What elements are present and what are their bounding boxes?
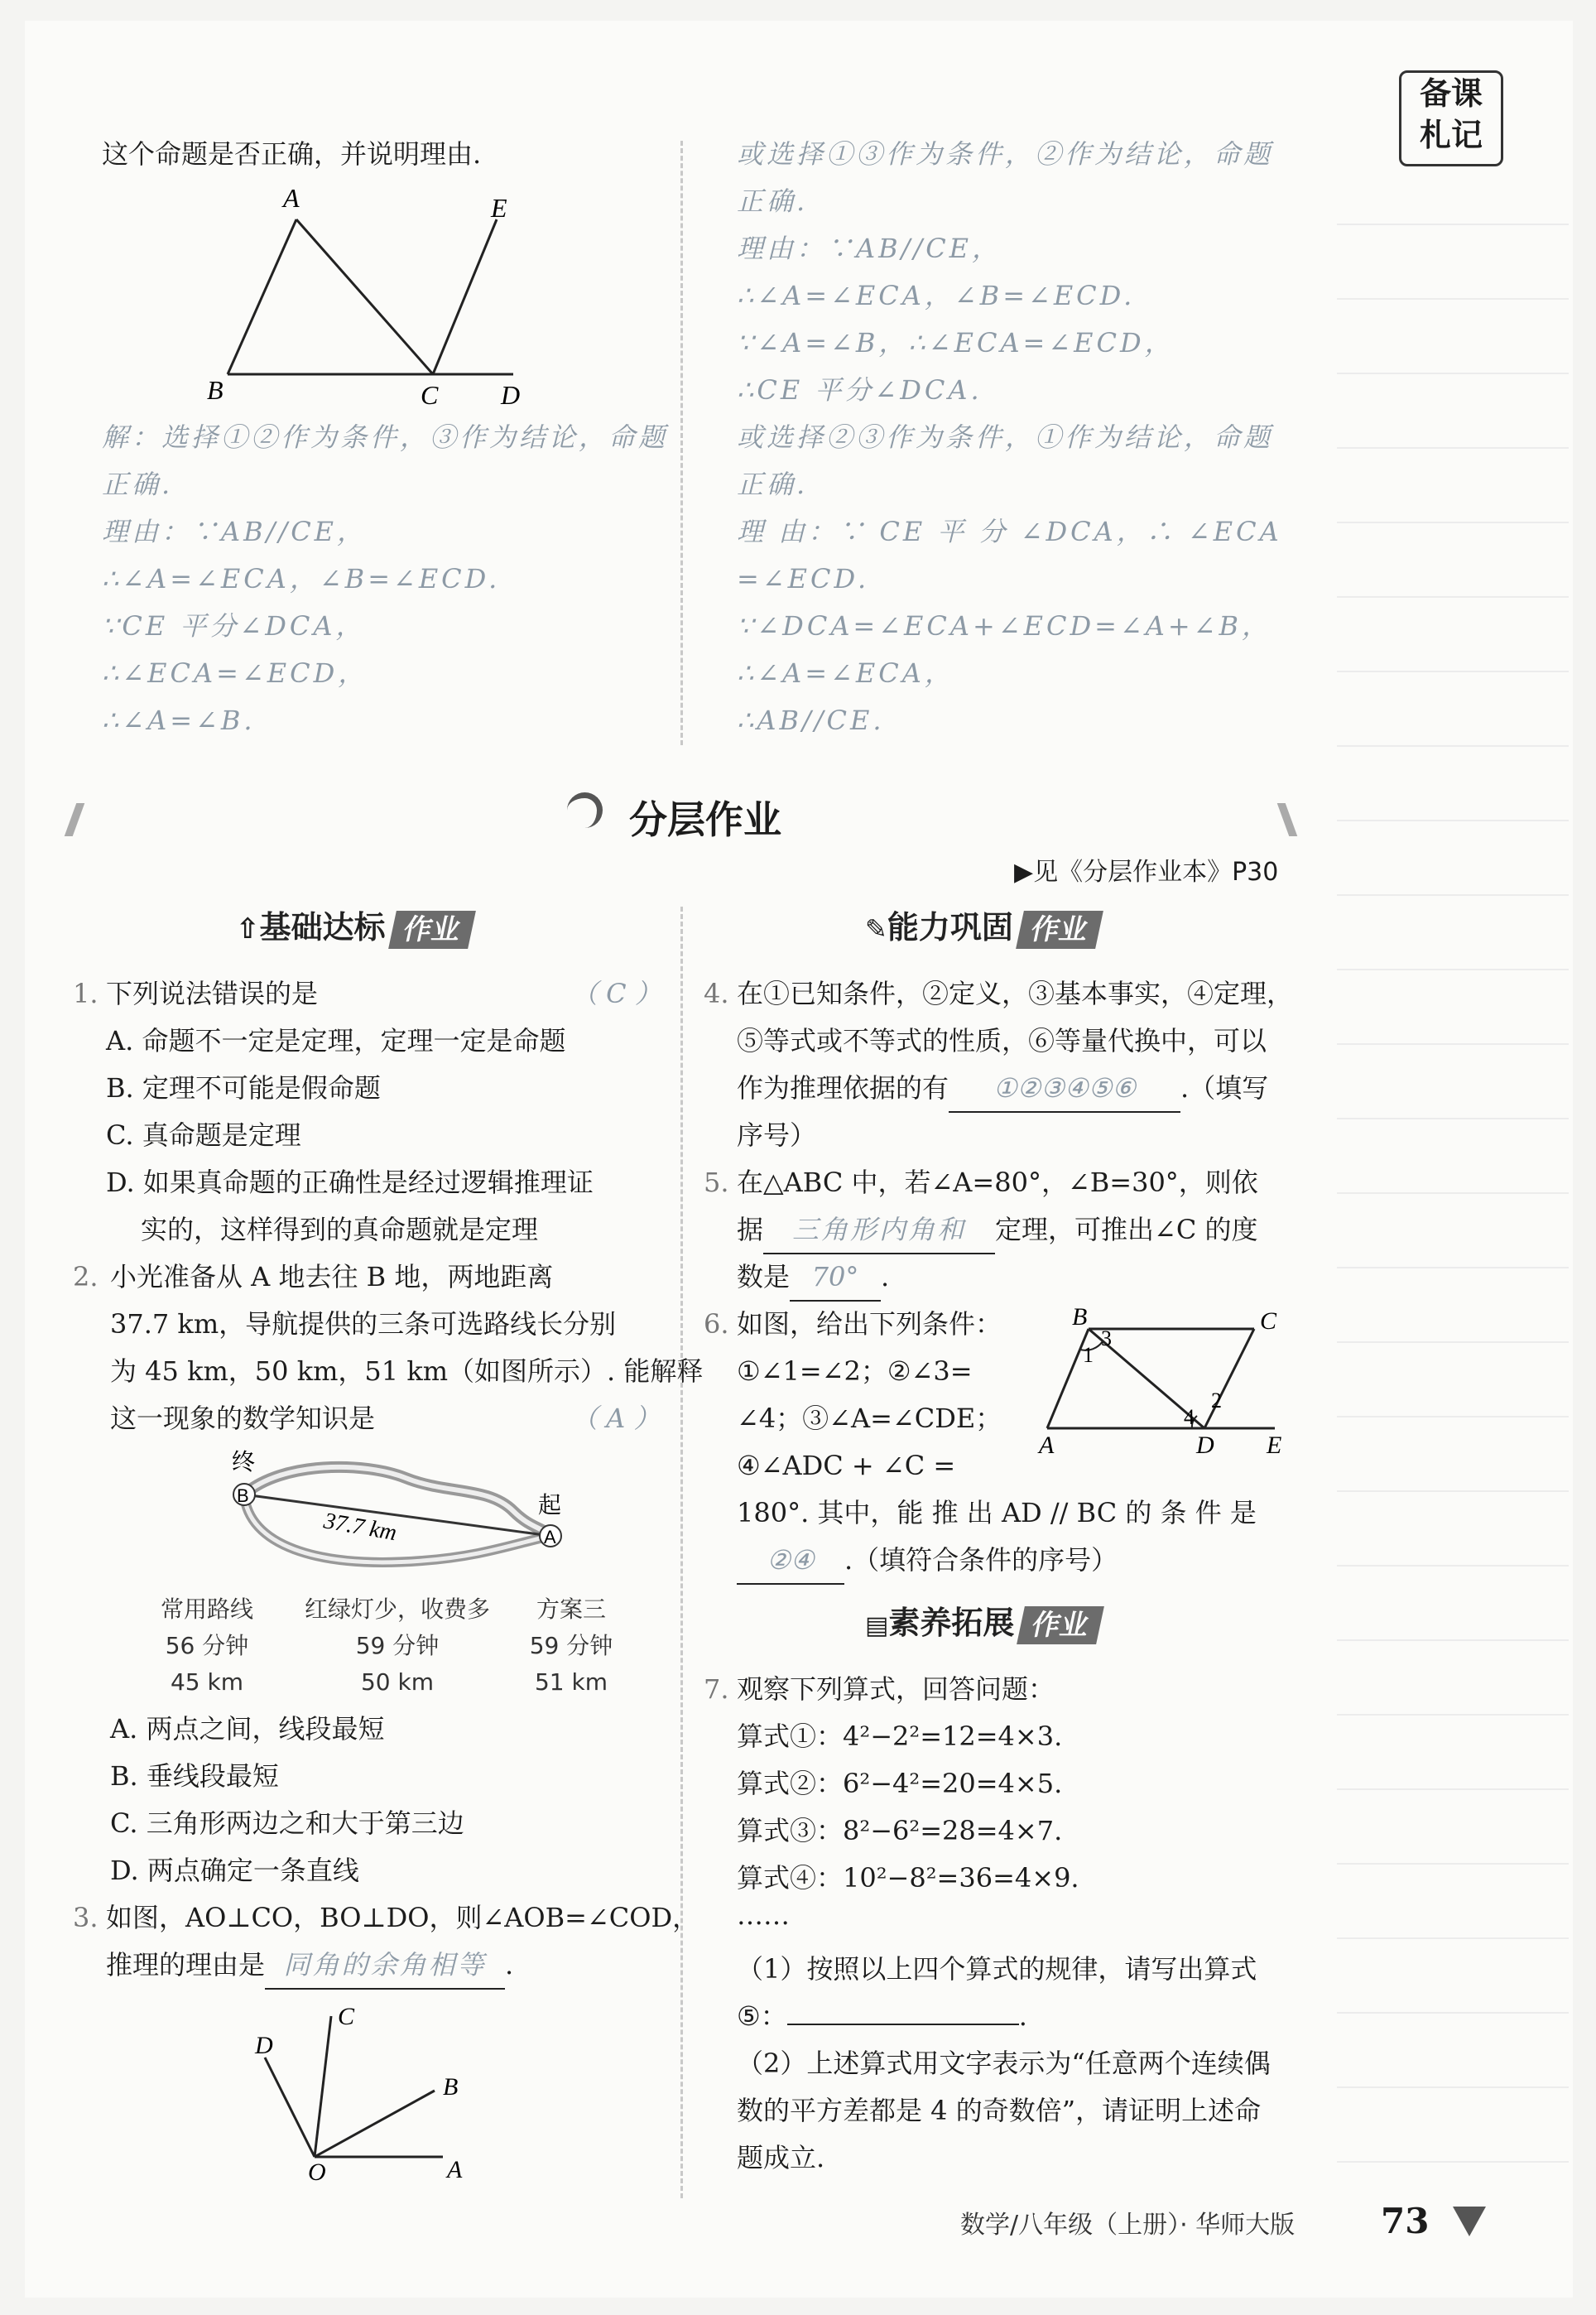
label-4: 4 (1184, 1405, 1195, 1429)
q6-answer-blank: ②④ (737, 1537, 844, 1585)
q1-option: 实的，这样得到的真命题就是定理 (141, 1214, 539, 1245)
q6-line: ④∠ADC + ∠C = (737, 1450, 956, 1481)
label-E: E (1267, 1432, 1282, 1459)
label-D: D (1196, 1432, 1214, 1459)
pen-icon: ✎ (865, 913, 887, 945)
q6-line6: ②④ .（填符合条件的序号） (737, 1537, 1118, 1585)
solution-line: 正确. (737, 469, 809, 500)
label-A: A (1039, 1432, 1055, 1459)
q2-option: B. 垂线段最短 (110, 1760, 279, 1792)
q5-num: 5. (704, 1167, 729, 1198)
q3-line1: 如图，AO⊥CO，BO⊥DO，则∠AOB=∠COD， (106, 1902, 699, 1933)
label-B: B (443, 2073, 459, 2101)
q4-line3: 作为推理依据的有 ①②③④⑤⑥ .（填写 (737, 1065, 1268, 1113)
solution-line: =∠ECD. (737, 563, 870, 594)
badge-literacy: ▤素养拓展 作业 (865, 1600, 1100, 1646)
q7-p2-line: 数的平方差都是 4 的奇数倍”，请证明上述命 (737, 2095, 1262, 2126)
q4-line: ⑤等式或不等式的性质，⑥等量代换中，可以 (737, 1025, 1267, 1056)
solution-line: 或选择②③作为条件，①作为结论，命题 (737, 421, 1274, 453)
label-C: C (1260, 1307, 1277, 1335)
q7-stem: 观察下列算式，回答问题： (737, 1673, 1055, 1705)
notes-tag (1399, 70, 1503, 166)
solution-line: 理由：∵AB//CE， (102, 516, 368, 547)
section-ref: ▶见《分层作业本》P30 (1014, 858, 1279, 887)
arrow-up-icon: ⇧ (236, 912, 260, 946)
q7-formula: 算式④：10²−8²=36=4×9. (737, 1862, 1079, 1894)
map-B: B (237, 1485, 249, 1506)
q5-answer2-blank: 70° (790, 1254, 881, 1302)
page-number: 73 (1381, 2201, 1430, 2241)
q3-answer-blank: 同角的余角相等 (265, 1942, 505, 1990)
map-A: A (544, 1527, 556, 1547)
solution-line: ∴∠A=∠B. (102, 705, 256, 736)
solution-line: ∴∠A=∠ECA，∠B=∠ECD. (737, 280, 1136, 311)
q2-line: 这一现象的数学知识是 (110, 1403, 376, 1434)
label-1: 1 (1083, 1343, 1094, 1367)
q7-num: 7. (704, 1673, 729, 1705)
q5-line3: 数是 70° . (737, 1254, 889, 1302)
triangle-figure (207, 182, 538, 414)
q4-line: 在①已知条件，②定义，③基本事实，④定理， (737, 978, 1294, 1009)
badge-basic: ⇧基础达标 作业 (236, 904, 472, 951)
solution-line: 理 由：∵ CE 平 分 ∠DCA，∴ ∠ECA (737, 516, 1282, 547)
q5-answer1-blank: 三角形内角和 (763, 1206, 995, 1254)
map-end-label: 终 (232, 1448, 256, 1475)
label-C: C (338, 2003, 355, 2030)
solution-line: 或选择①③作为条件，②作为结论，命题 (737, 138, 1274, 170)
q7-formula: 算式③：8²−6²=28=4×7. (737, 1815, 1063, 1846)
q7-formula: 算式②：6²−4²=20=4×5. (737, 1768, 1063, 1799)
question-end: 这个命题是否正确，并说明理由. (102, 138, 482, 170)
q2-answer: （ A ） (571, 1403, 661, 1434)
footer-arrow-icon (1453, 2207, 1486, 2236)
q7-p2-line: （2）上述算式用文字表示为“任意两个连续偶 (737, 2048, 1271, 2079)
label-B: B (1072, 1303, 1088, 1331)
solution-line: 理由：∵AB//CE， (737, 233, 1002, 264)
angle-figure (240, 1991, 505, 2182)
label-O: O (308, 2159, 326, 2182)
q7-formula5-blank (787, 2024, 1019, 2025)
solution-line: ∴∠ECA=∠ECD， (102, 657, 368, 689)
label-E: E (491, 193, 507, 223)
q1-option: D. 如果真命题的正确性是经过逻辑推理证 (106, 1167, 594, 1198)
label-A: A (283, 183, 300, 213)
solution-line: ∵CE 平分∠DCA， (102, 610, 366, 642)
q1-answer: （ C ） (571, 978, 661, 1009)
header-arc-icon (567, 792, 603, 828)
solution-line: 正确. (102, 469, 174, 500)
q2-num: 2. (73, 1261, 99, 1292)
q7-p1-line1: （1）按照以上四个算式的规律，请写出算式 (737, 1953, 1257, 1985)
solution-line: ∴∠A=∠ECA， (737, 657, 954, 689)
route-col: 常用路线 56 分钟 45 km (160, 1595, 253, 1696)
q7-ellipsis: …… (737, 1899, 790, 1931)
q3-num: 3. (73, 1902, 99, 1933)
q2-line: 37.7 km，导航提供的三条可选路线长分别 (110, 1308, 617, 1340)
q7-formula: 算式①：4²−2²=12=4×3. (737, 1721, 1063, 1752)
q6-num: 6. (704, 1308, 729, 1340)
solution-line: ∴AB//CE. (737, 705, 885, 736)
solution-line: ∵∠A=∠B，∴∠ECA=∠ECD， (737, 327, 1175, 359)
label-2: 2 (1211, 1389, 1222, 1413)
parallelogram-figure (1035, 1300, 1291, 1466)
q6-line: ∠4；③∠A=∠CDE； (737, 1403, 1002, 1434)
top-divider (680, 141, 683, 745)
q4-answer-blank: ①②③④⑤⑥ (949, 1065, 1180, 1113)
q6-line: 180°. 其中，能 推 出 AD // BC 的 条 件 是 (737, 1497, 1257, 1528)
solution-line: ∴CE 平分∠DCA. (737, 374, 983, 406)
label-D: D (501, 380, 521, 410)
label-3: 3 (1101, 1326, 1112, 1350)
section-header (70, 791, 1291, 849)
label-D: D (255, 2032, 273, 2059)
footer-book-title: 数学/八年级（上册）· 华师大版 (960, 2211, 1296, 2240)
q1-num: 1. (73, 978, 99, 1009)
q6-line: ①∠1=∠2；②∠3= (737, 1355, 973, 1387)
q2-line: 小光准备从 A 地去往 B 地，两地距离 (110, 1261, 554, 1292)
map-distance: 37.7 km (321, 1508, 399, 1547)
notes-tag-line2: 札记 (1419, 117, 1483, 153)
label-C: C (421, 380, 439, 410)
q3-line2: 推理的理由是 同角的余角相等 . (106, 1942, 513, 1990)
label-B: B (207, 375, 224, 405)
q7-p1-line2: ⑤： . (737, 2000, 1027, 2032)
q4-num: 4. (704, 978, 729, 1009)
q1-stem: 下列说法错误的是 (106, 978, 319, 1009)
solution-line: 解：选择①②作为条件，③作为结论，命题 (102, 421, 669, 453)
q5-line1: 在△ABC 中，若∠A=80°，∠B=30°，则依 (737, 1167, 1258, 1198)
q5-line2: 据 三角形内角和 定理，可推出∠C 的度 (737, 1206, 1258, 1254)
map-start-label: 起 (538, 1491, 562, 1518)
route-map-figure (215, 1445, 596, 1586)
q2-option: A. 两点之间，线段最短 (110, 1713, 385, 1745)
q1-option: C. 真命题是定理 (106, 1119, 301, 1151)
q7-p2-line: 题成立. (737, 2142, 825, 2173)
bottom-divider (680, 907, 683, 2198)
solution-line: 正确. (737, 185, 809, 217)
route-col: 红绿灯少，收费多 59 分钟 50 km (304, 1595, 490, 1696)
book-icon: ▤ (865, 1611, 889, 1640)
route-col: 方案三 59 分钟 51 km (529, 1595, 613, 1696)
q1-option: A. 命题不一定是定理，定理一定是命题 (106, 1025, 566, 1056)
badge-ability: ✎能力巩固 作业 (865, 904, 1099, 951)
solution-line: ∴∠A=∠ECA，∠B=∠ECD. (102, 563, 501, 594)
section-title: 分层作业 (629, 797, 781, 842)
q6-line: 如图，给出下列条件： (737, 1308, 1002, 1340)
label-A: A (447, 2156, 463, 2182)
q2-option: D. 两点确定一条直线 (110, 1855, 359, 1886)
q2-option: C. 三角形两边之和大于第三边 (110, 1807, 464, 1839)
q1-option: B. 定理不可能是假命题 (106, 1072, 381, 1104)
solution-line: ∵∠DCA=∠ECA+∠ECD=∠A+∠B， (737, 610, 1272, 642)
notes-tag-line1: 备课 (1419, 75, 1483, 112)
q2-line: 为 45 km，50 km，51 km（如图所示）. 能解释 (110, 1355, 704, 1387)
q4-line4: 序号） (737, 1119, 817, 1151)
